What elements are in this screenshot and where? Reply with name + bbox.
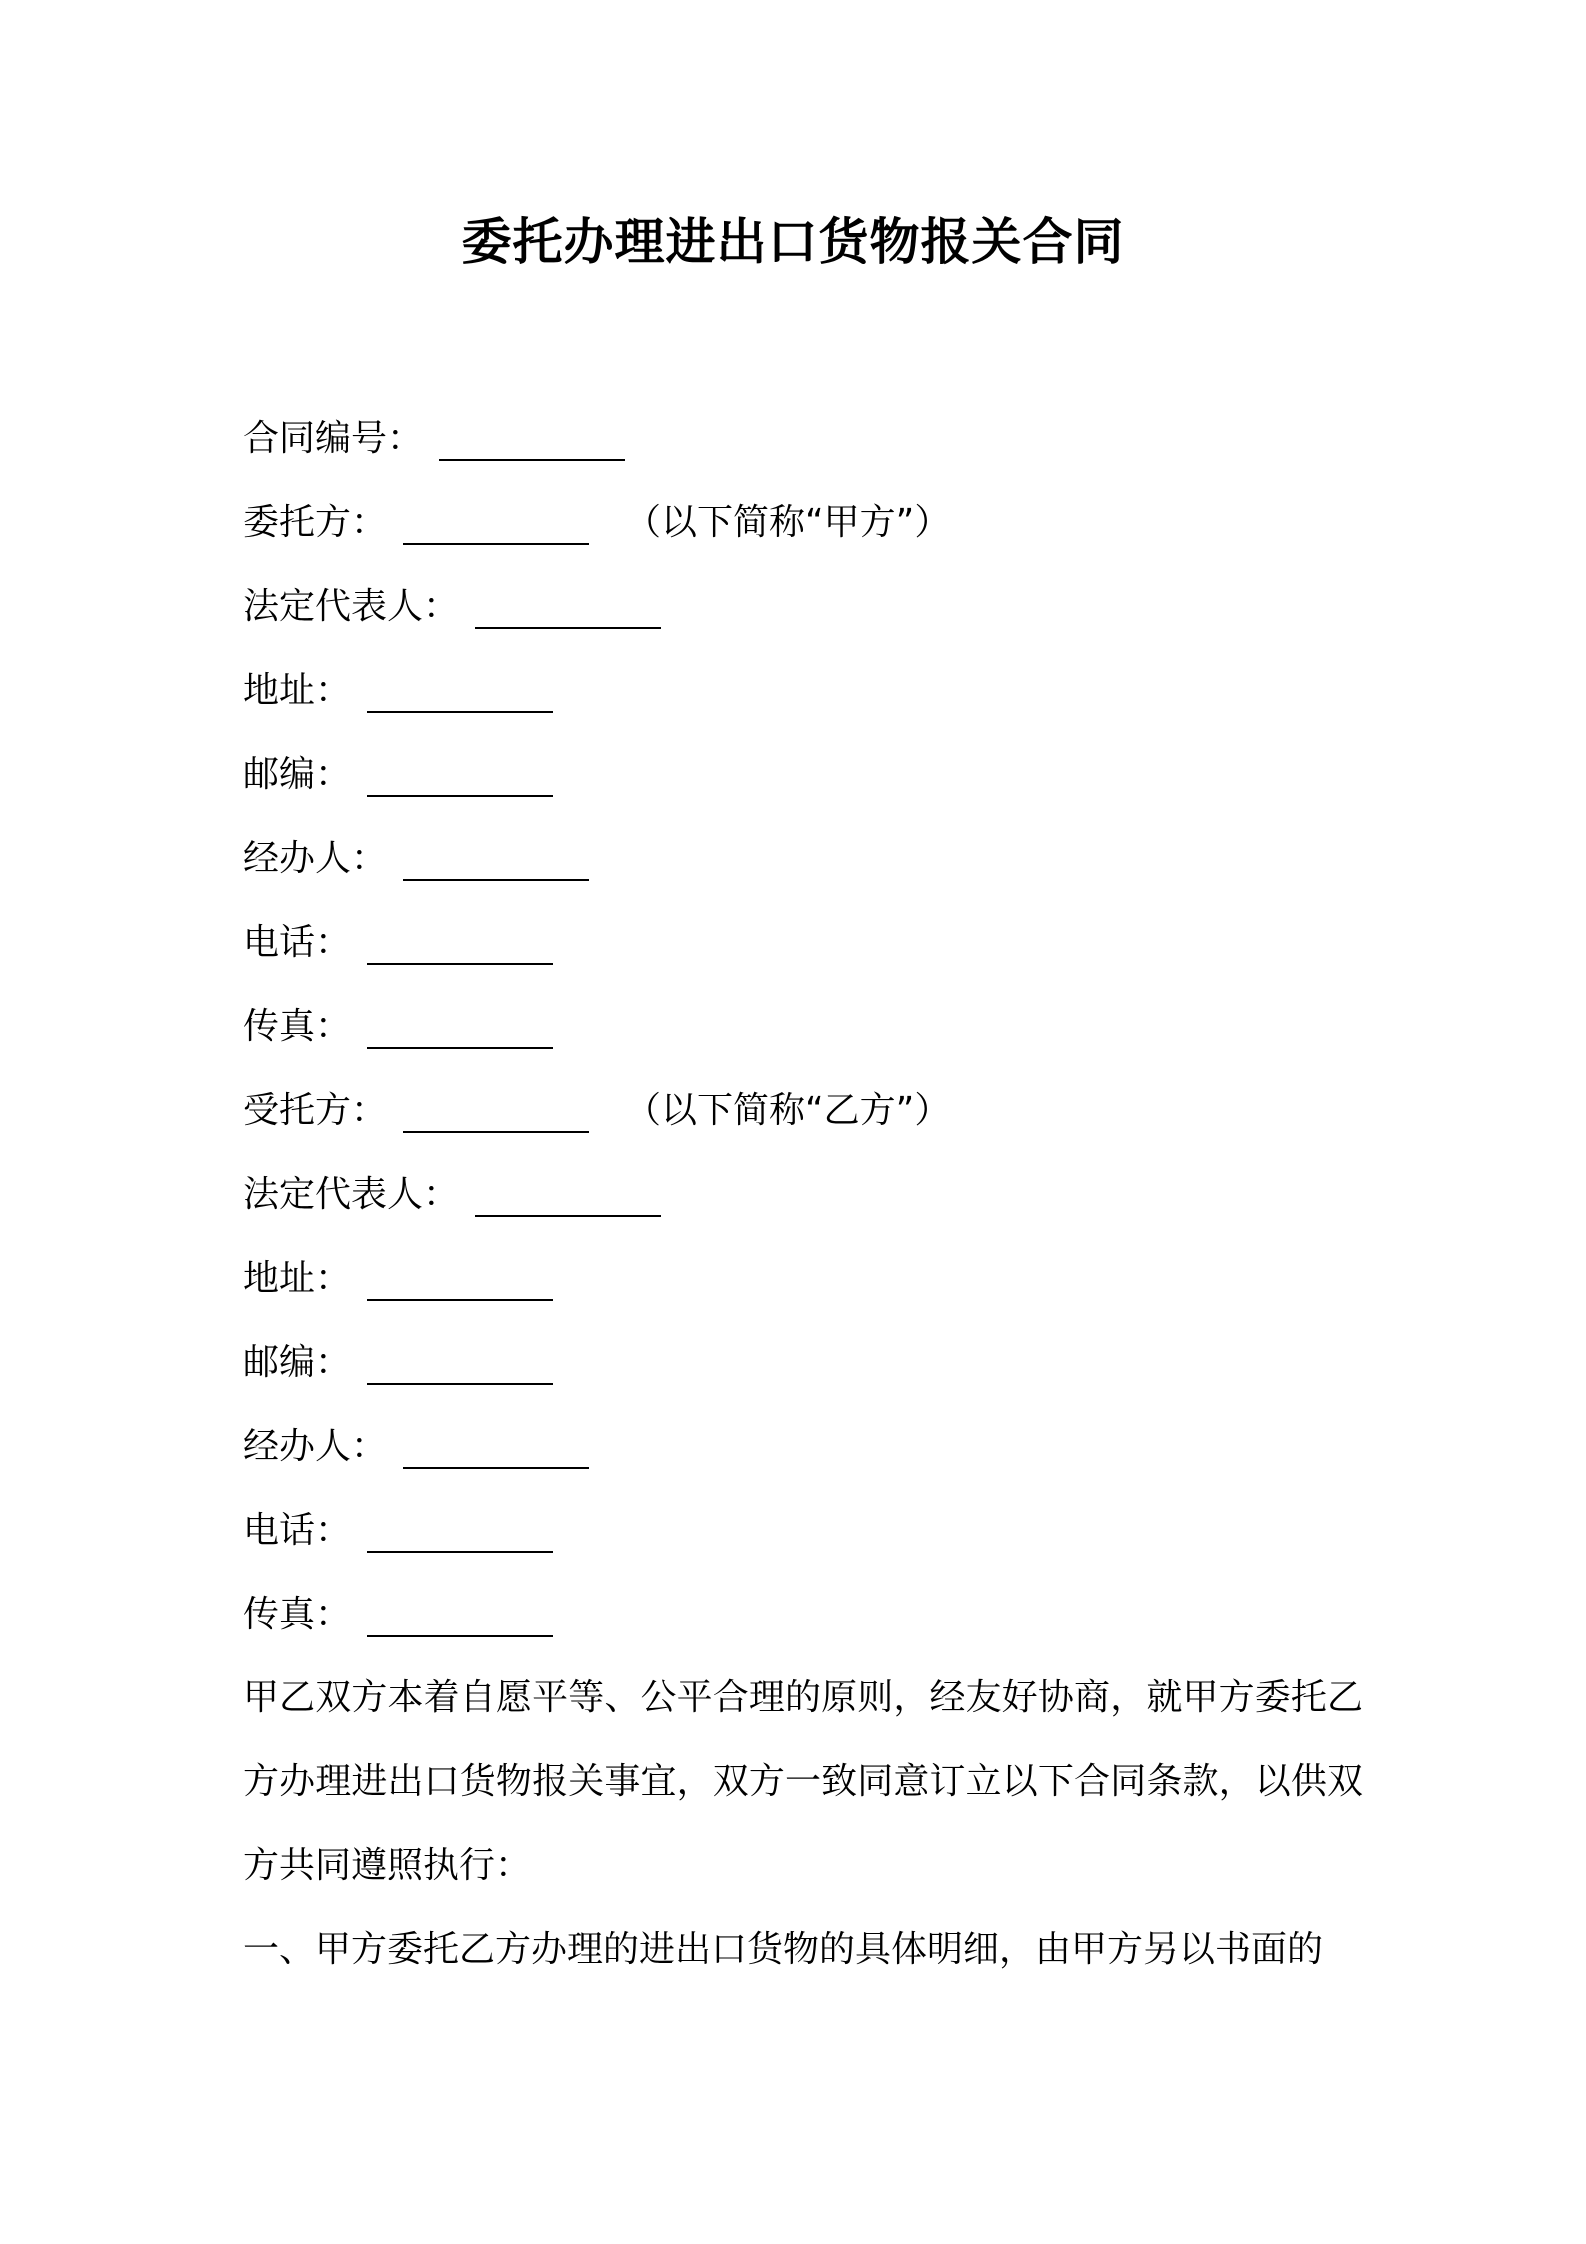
blank-line	[367, 923, 553, 965]
field-client-legal-rep	[243, 573, 1363, 657]
field-agent-fax	[243, 1581, 1363, 1665]
blank-line	[403, 839, 589, 881]
field-agent-handler	[243, 1413, 1363, 1497]
field-agent-postcode	[243, 1329, 1363, 1413]
field-client-address	[243, 657, 1363, 741]
blank-line	[403, 503, 589, 545]
blank-line	[403, 1427, 589, 1469]
field-label: 法定代表人：	[243, 586, 460, 627]
blank-line	[367, 1343, 553, 1385]
field-label: 传真：	[243, 1006, 352, 1047]
blank-line	[367, 1595, 553, 1637]
party-info-fields	[243, 405, 1363, 1665]
field-label: 地址：	[243, 1258, 352, 1299]
blank-line	[439, 419, 625, 461]
field-label: 传真：	[243, 1594, 352, 1635]
field-suffix: （以下简称“甲方”）	[625, 502, 951, 543]
preamble-paragraph: 甲乙双方本着自愿平等、公平合理的原则，经友好协商，就甲方委托乙方办理进出口货物报关事宜，双方一致同意订立以下合同条款，以供双方共同遵照执行：	[243, 1677, 1363, 1886]
field-client	[243, 489, 1363, 573]
contract-body	[243, 1656, 1363, 1992]
field-label: 邮编：	[243, 754, 352, 795]
field-label: 电话：	[243, 922, 352, 963]
field-contract-number	[243, 405, 1363, 489]
blank-line	[367, 1511, 553, 1553]
document-title: 委托办理进出口货物报关合同	[461, 213, 1125, 271]
blank-line	[475, 1175, 661, 1217]
blank-line	[403, 1091, 589, 1133]
field-label: 合同编号：	[243, 418, 424, 459]
field-client-fax	[243, 993, 1363, 1077]
field-agent-legal-rep	[243, 1161, 1363, 1245]
clause-1-paragraph: 一、甲方委托乙方办理的进出口货物的具体明细，由甲方另以书面的	[243, 1929, 1324, 1970]
field-label: 受托方：	[243, 1090, 388, 1131]
blank-line	[367, 1259, 553, 1301]
field-label: 电话：	[243, 1510, 352, 1551]
field-agent	[243, 1077, 1363, 1161]
field-label: 地址：	[243, 670, 352, 711]
blank-line	[367, 671, 553, 713]
field-label: 经办人：	[243, 1426, 388, 1467]
field-client-phone	[243, 909, 1363, 993]
blank-line	[367, 755, 553, 797]
field-client-handler	[243, 825, 1363, 909]
field-agent-address	[243, 1245, 1363, 1329]
field-label: 委托方：	[243, 502, 388, 543]
blank-line	[367, 1007, 553, 1049]
field-label: 经办人：	[243, 838, 388, 879]
blank-line	[475, 587, 661, 629]
field-label: 邮编：	[243, 1342, 352, 1383]
field-suffix: （以下简称“乙方”）	[625, 1090, 951, 1131]
field-agent-phone	[243, 1497, 1363, 1581]
field-client-postcode	[243, 741, 1363, 825]
field-label: 法定代表人：	[243, 1174, 460, 1215]
